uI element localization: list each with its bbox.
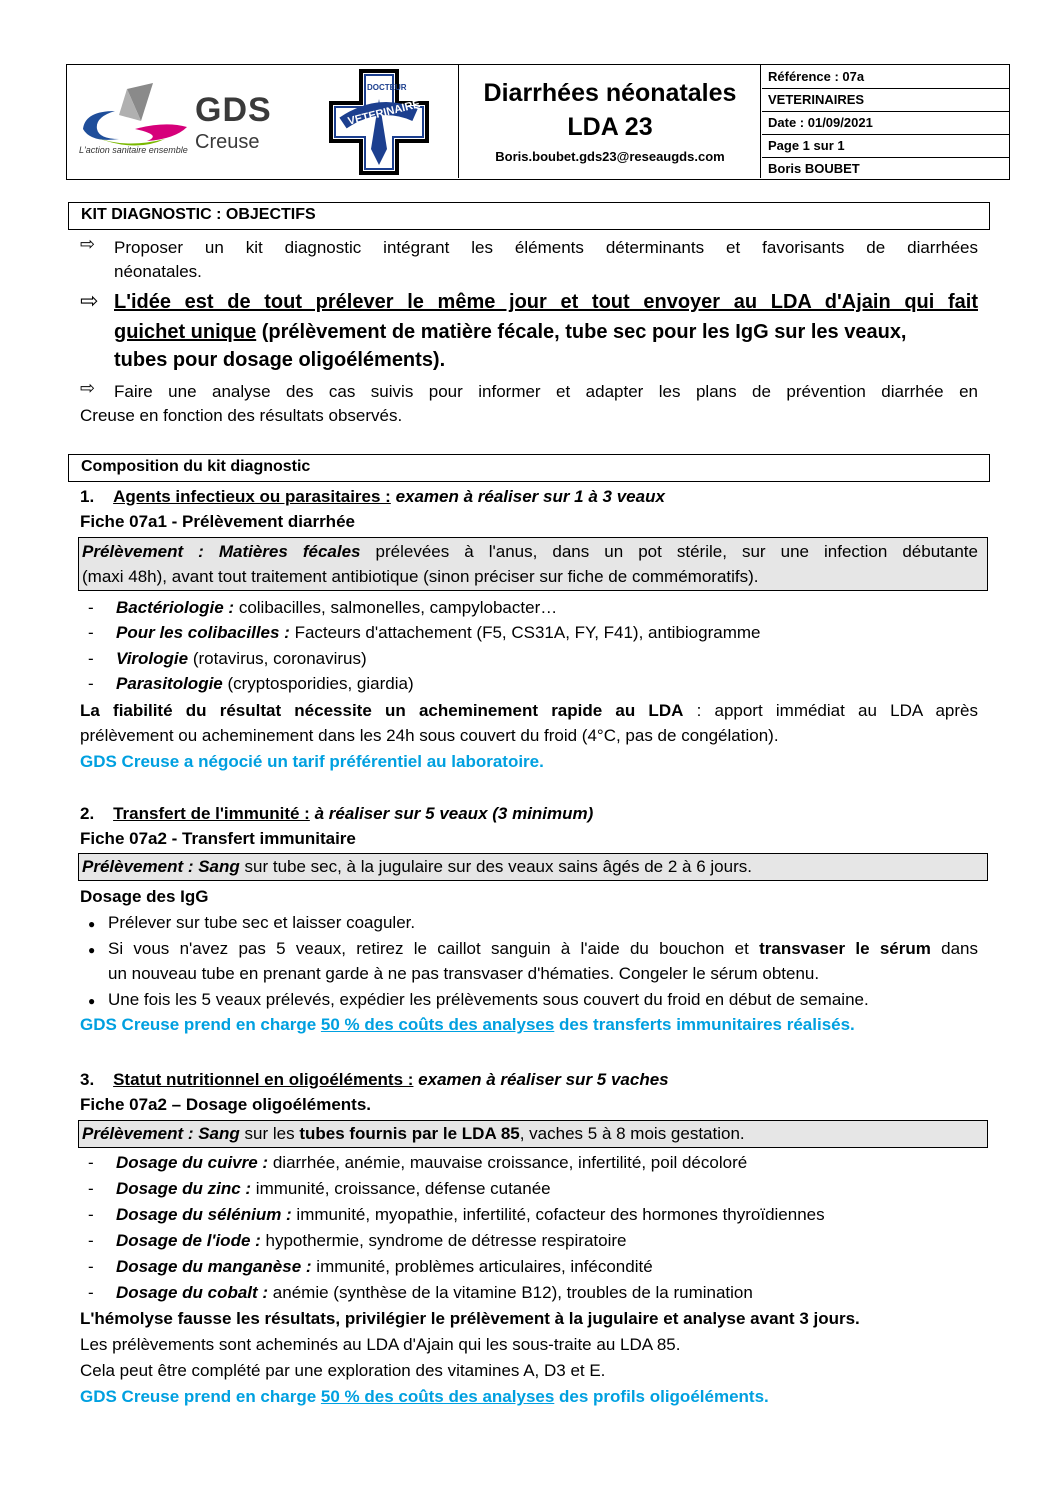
list-item: Bactériologie : colibacilles, salmonelles, campylobacter…	[116, 598, 558, 617]
arrow-icon: ⇨	[80, 234, 96, 254]
date: Date : 01/09/2021	[762, 111, 1010, 135]
section-2-note: GDS Creuse prend en charge 50 % des coûts des analyses des transferts immunitaires réalisés.	[80, 1015, 855, 1034]
composition-heading: Composition du kit diagnostic	[81, 458, 311, 475]
section-1-fiche: Fiche 07a1 - Prélèvement diarrhée	[80, 512, 355, 531]
list-item: Si vous n'avez pas 5 veaux, retirez le caillot sanguin à l'aide du bouchon et transvaser le sérum dans	[108, 939, 979, 958]
bullet-icon: ●	[88, 994, 96, 1008]
logo-cell	[67, 65, 459, 178]
section-1-note: GDS Creuse a négocié un tarif préférentiel au laboratoire.	[80, 752, 544, 771]
section-2-heading: 2. Transfert de l'immunité : à réaliser sur 5 veaux (3 minimum)	[80, 804, 594, 823]
badge-main-text: VETERINAIRE	[346, 98, 422, 128]
section-1-prelevement-line2: (maxi 48h), avant tout traitement antibiotique (sinon préciser sur fiche de commémoratifs).	[82, 567, 759, 586]
list-item: Une fois les 5 veaux prélevés, expédier les prélèvements sous couvert du froid en début de semaine.	[108, 990, 869, 1009]
section-3-fiche: Fiche 07a2 – Dosage oligoéléments.	[80, 1095, 372, 1114]
page-number: Page 1 sur 1	[762, 134, 1010, 158]
list-item: Dosage de l'iode : hypothermie, syndrome de détresse respiratoire	[116, 1231, 627, 1250]
author: Boris BOUBET	[768, 161, 860, 176]
composition-heading-box	[68, 454, 990, 482]
section-1-fiabilite-line1: La fiabilité du résultat nécessite un acheminement rapide au LDA : apport immédiat au LDA après	[80, 701, 978, 720]
objective-2-line1: L'idée est de tout prélever le même jour et tout envoyer au LDA d'Ajain qui fait	[114, 291, 978, 313]
title-cell	[459, 65, 761, 178]
list-item: Dosage du sélénium : immunité, myopathie, infertilité, cofacteur des hormones thyroïdiennes	[116, 1205, 825, 1224]
doc-title-line1: Diarrhées néonatales	[483, 79, 737, 107]
list-item: Prélever sur tube sec et laisser coaguler.	[108, 913, 416, 932]
section-2-fiche: Fiche 07a2 - Transfert immunitaire	[80, 829, 356, 848]
bullet-icon: ●	[88, 943, 96, 957]
reference: Référence : 07a	[762, 65, 1010, 89]
objective-2-line2-rest: (prélèvement de matière fécale, tube sec pour les IgG sur les veaux,	[256, 321, 907, 343]
section-3-line2: Cela peut être complété par une exploration des vitamines A, D3 et E.	[80, 1361, 606, 1380]
objective-2-line3: tubes pour dosage oligoéléments).	[114, 349, 446, 371]
objective-2-line2	[114, 318, 1014, 346]
section-1-prelevement-line1: Prélèvement : Matières fécales prélevées à l'anus, dans un pot stérile, sur une infection débutante	[82, 542, 978, 561]
list-item: Virologie (rotavirus, coronavirus)	[116, 649, 367, 668]
section-3-prelevement: Prélèvement : Sang sur les tubes fournis par le LDA 85, vaches 5 à 8 mois gestation.	[82, 1124, 745, 1143]
arrow-icon: ⇨	[80, 288, 99, 313]
logo-text: GDS	[195, 91, 272, 129]
objective-3-line2: Creuse en fonction des résultats observés.	[80, 406, 403, 425]
objectives-heading-box	[68, 202, 990, 230]
section-3-line1: Les prélèvements sont acheminés au LDA d'Ajain qui les sous-traite au LDA 85.	[80, 1335, 681, 1354]
section-2-prelevement: Prélèvement : Sang sur tube sec, à la jugulaire sur des veaux sains âgés de 2 à 6 jours.	[82, 857, 752, 876]
objective-1-line2: néonatales.	[114, 262, 202, 281]
section-3-heading: 3. Statut nutritionnel en oligoéléments : examen à réaliser sur 5 vaches	[80, 1070, 669, 1089]
veterinaire-badge	[329, 69, 429, 175]
doc-title-line2: LDA 23	[567, 113, 653, 141]
audience: VETERINAIRES	[762, 88, 1010, 112]
objective-1-line1: Proposer un kit diagnostic intégrant les éléments déterminants et favorisants de diarrhées	[114, 238, 978, 257]
section-2-dosage: Dosage des IgG	[80, 887, 209, 906]
guichet-unique: guichet unique	[114, 321, 257, 343]
section-3-note: GDS Creuse prend en charge 50 % des coûts des analyses des profils oligoéléments.	[80, 1387, 769, 1406]
section-1-heading: 1. Agents infectieux ou parasitaires : examen à réaliser sur 1 à 3 veaux	[80, 487, 665, 506]
objective-3-line1: Faire une analyse des cas suivis pour informer et adapter les plans de prévention diarrhée en	[114, 382, 978, 401]
list-item: Dosage du cobalt : anémie (synthèse de la vitamine B12), troubles de la rumination	[116, 1283, 753, 1302]
objectives-heading: KIT DIAGNOSTIC : OBJECTIFS	[81, 206, 316, 223]
contact-email: Boris.boubet.gds23@reseaugds.com	[495, 149, 725, 164]
arrow-icon: ⇨	[80, 378, 96, 398]
logo-subtext: Creuse	[195, 131, 260, 153]
list-item: Dosage du zinc : immunité, croissance, défense cutanée	[116, 1179, 551, 1198]
bullet-icon: ●	[88, 917, 96, 931]
logo-tagline: L'action sanitaire ensemble	[79, 145, 188, 155]
list-item: Pour les colibacilles : Facteurs d'attachement (F5, CS31A, FY, F41), antibiogramme	[116, 623, 761, 642]
list-item-continued: un nouveau tube en prenant garde à ne pas transvaser d'hématies. Congeler le sérum obtenu.	[108, 964, 820, 983]
section-3-hemolyse: L'hémolyse fausse les résultats, privilégier le prélèvement à la jugulaire et analyse avant 3 jours.	[80, 1309, 860, 1328]
section-1-fiabilite-line2: prélèvement ou acheminement dans les 24h sous couvert du froid (4°C, pas de congélation).	[80, 726, 779, 745]
list-item: Dosage du cuivre : diarrhée, anémie, mauvaise croissance, infertilité, poil décoloré	[116, 1153, 748, 1172]
list-item: Parasitologie (cryptosporidies, giardia)	[116, 674, 414, 693]
badge-top-text: DOCTEUR	[367, 83, 407, 92]
list-item: Dosage du manganèse : immunité, problèmes articulaires, infécondité	[116, 1257, 653, 1276]
